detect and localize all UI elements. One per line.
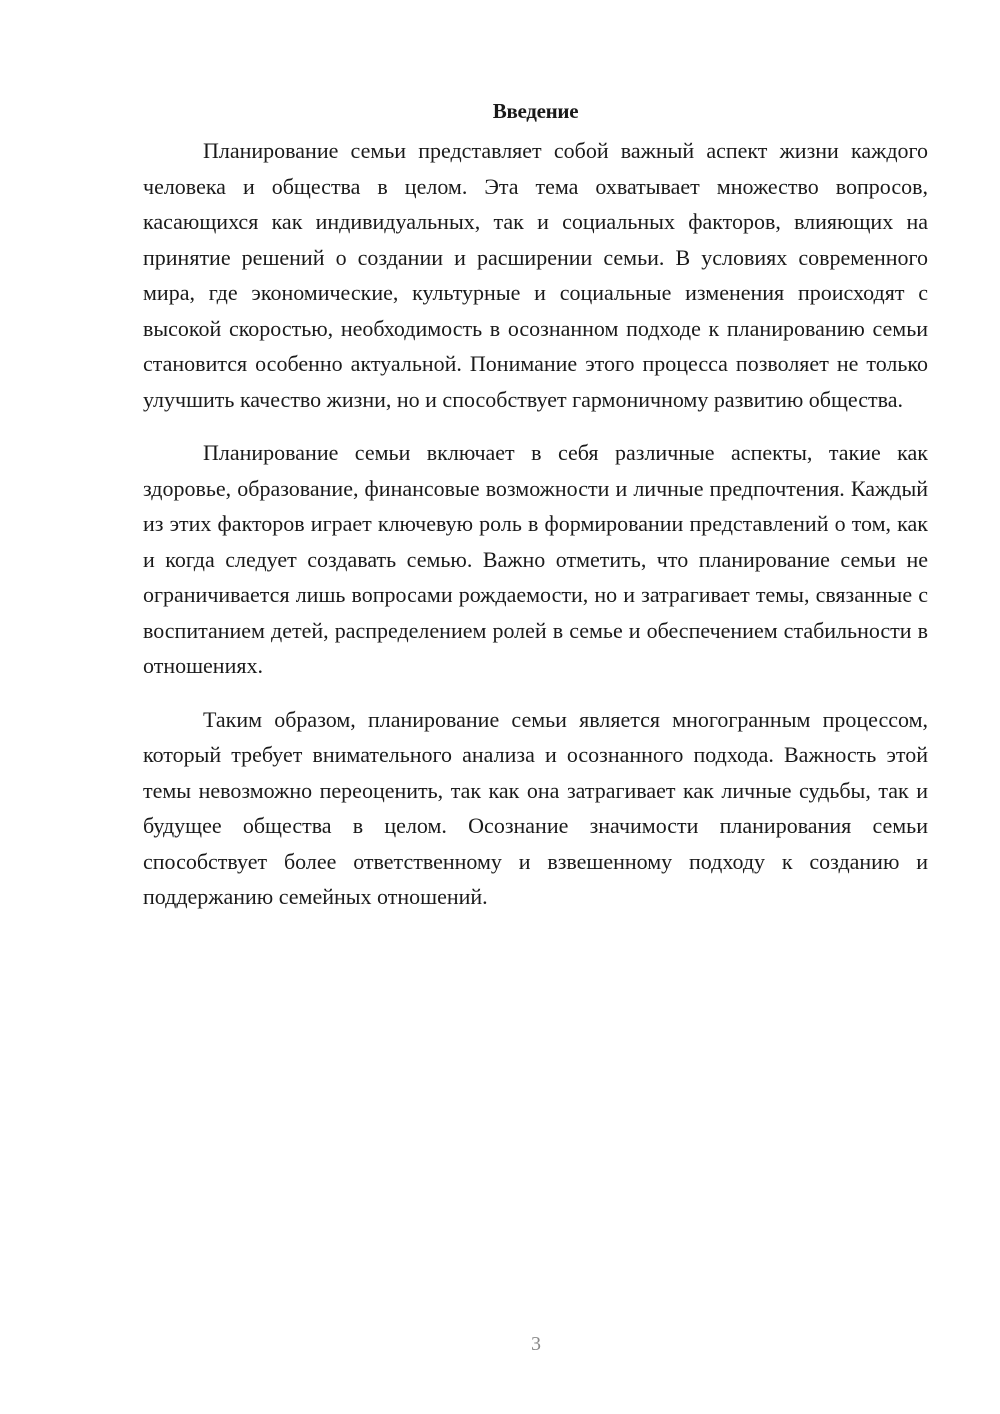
paragraph-2: Планирование семьи включает в себя различные аспекты, такие как здоровье, образование, финансовые возможности и личные предпочтения. Каждый из этих факторов играет ключевую роль в формировании представлений о том, как и когда следует создавать семью. Важно отметить, что планирование семьи не ограничивается лишь вопросами рождаемости, но и затрагивает темы, связанные с воспитанием детей, распределением ролей в семье и обеспечением стабильности в отношениях. [143,440,928,678]
document-body [143,96,928,933]
page-number: 3 [531,1333,541,1355]
paragraph-1: Планирование семьи представляет собой важный аспект жизни каждого человека и общества в целом. Эта тема охватывает множество вопросов, касающихся как индивидуальных, так и социальных факторов, влияющих на принятие решений о создании и расширении семьи. В условиях современного мира, где экономические, культурные и социальные изменения происходят с высокой скоростью, необходимость в осознанном подходе к планированию семьи становится особенно актуальной. Понимание этого процесса позволяет не только улучшить качество жизни, но и способствует гармоничному развитию общества. [143,138,928,412]
section-heading: Введение [492,99,579,123]
paragraph-3: Таким образом, планирование семьи является многогранным процессом, который требует внимательного анализа и осознанного подхода. Важность этой темы невозможно переоценить, так как она затрагивает как личные судьбы, так и будущее общества в целом. Осознание значимости планирования семьи способствует более ответственному и взвешенному подходу к созданию и поддержанию семейных отношений. [143,706,928,909]
